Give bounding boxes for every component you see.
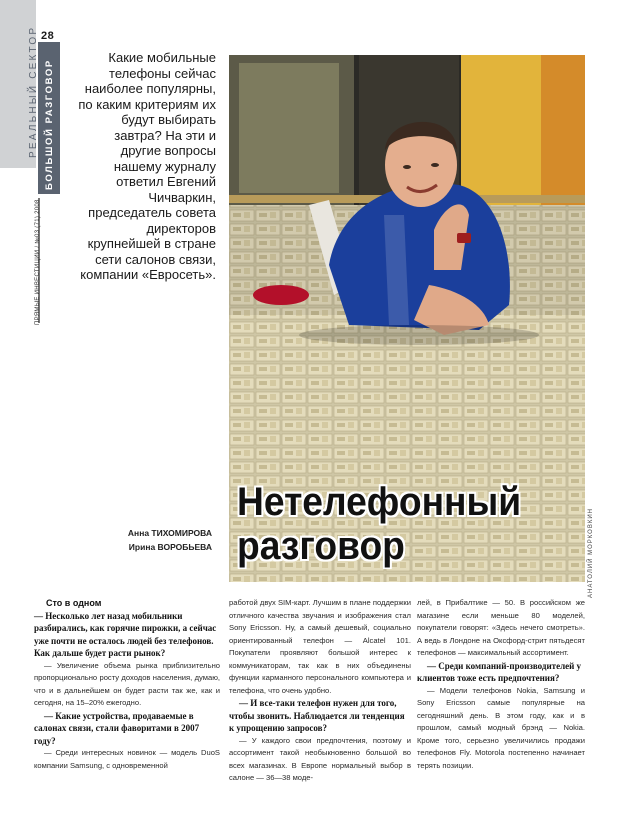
answer: — У каждого свои предпочтения, поэтому и ассортимент такой необыкновенно большой во всех магазинах. В Европе нормальный выбор в салоне — 36—38 моде- xyxy=(229,735,411,782)
subheading: Сто в одном xyxy=(46,598,102,608)
column-1 xyxy=(34,597,220,772)
lead-text: Какие мобильные телефоны сейчас наиболее популярны, по каким критериям их будут выбирать завтра? На эти и другие вопросы нашему журналу ответил Евгений Чичваркин, председатель совета директоров крупнейшей в стране сети салонов связи, компании «Евросеть». xyxy=(78,50,216,282)
answer: — Модели телефонов Nokia, Samsung и Sony Ericsson самые популярные на сегодняшний день. В этом году, как и в прошлом, самый модный брэнд — Nokia. Кроме того, серьезно увеличились продажи телефонов Fly. Motorola постепенно начинает терять позиции. xyxy=(417,685,585,770)
article-title-line-1: Нетелефонный xyxy=(237,480,522,524)
question: — Среди компаний-производителей у клиентов тоже есть предпочтения? xyxy=(417,660,582,683)
question: — И все-таки телефон нужен для того, чтобы звонить. Наблюдается ли тенденция к упрощению запросов? xyxy=(229,698,405,733)
rubric-name: БОЛЬШОЙ РАЗГОВОР xyxy=(44,59,55,190)
question: — Несколько лет назад мобильники разбирались, как горячие пирожки, а сейчас уже почти не осталось людей без телефонов. Как дальше будет расти рынок? xyxy=(34,610,217,658)
author-2: Ирина ВОРОБЬЕВА xyxy=(128,542,212,552)
photo-credit: АНАТОЛИЙ МОРКОВКИН xyxy=(588,508,594,598)
answer: — Увеличение объема рынка приблизительно пропорционально росту доходов населения, думаю, что и в дальнейшем он будет расти так же, как и сегодня, на 15–20% ежегодно. xyxy=(34,660,220,707)
question: — Какие устройства, продаваемые в салонах связи, стали фаворитами в 2007 году? xyxy=(34,710,200,746)
answer: лей, в Прибалтике — 50. В российском же магазине если меньше 80 моделей, покупатели говорят: «Здесь нечего смотреть». А ведь в Лондоне на Оксфорд-стрит пятьдесят телефонов — максимальный ассортимент. xyxy=(417,598,585,657)
page-number: 28 xyxy=(41,30,55,42)
article-title-line-2: разговор xyxy=(237,524,405,568)
column-2 xyxy=(229,597,411,785)
article-title xyxy=(237,480,521,568)
column-3 xyxy=(417,597,585,772)
answer: работой двух SIM-карт. Лучшим в плане поддержки отличного качества звучания и изображения стал Sony Ericsson. Ну, а самый дешевый, социально ориентированный телефон — Alcatel 101. Покупатели проявляют большой интерес к коммуникаторам, так как в них объединены функции карманного персонального компьютера и телефона, что очень удобно. xyxy=(229,598,411,695)
author-1: Анна ТИХОМИРОВА xyxy=(127,528,212,538)
journal-issue: ПРЯМЫЕ ИНВЕСТИЦИИ / №03 (71) 2008 xyxy=(35,199,41,325)
section-name: РЕАЛЬНЫЙ СЕКТОР xyxy=(28,25,39,158)
answer: — Среди интересных новинок — модель DuoS компании Samsung, с одновременной xyxy=(34,748,220,770)
